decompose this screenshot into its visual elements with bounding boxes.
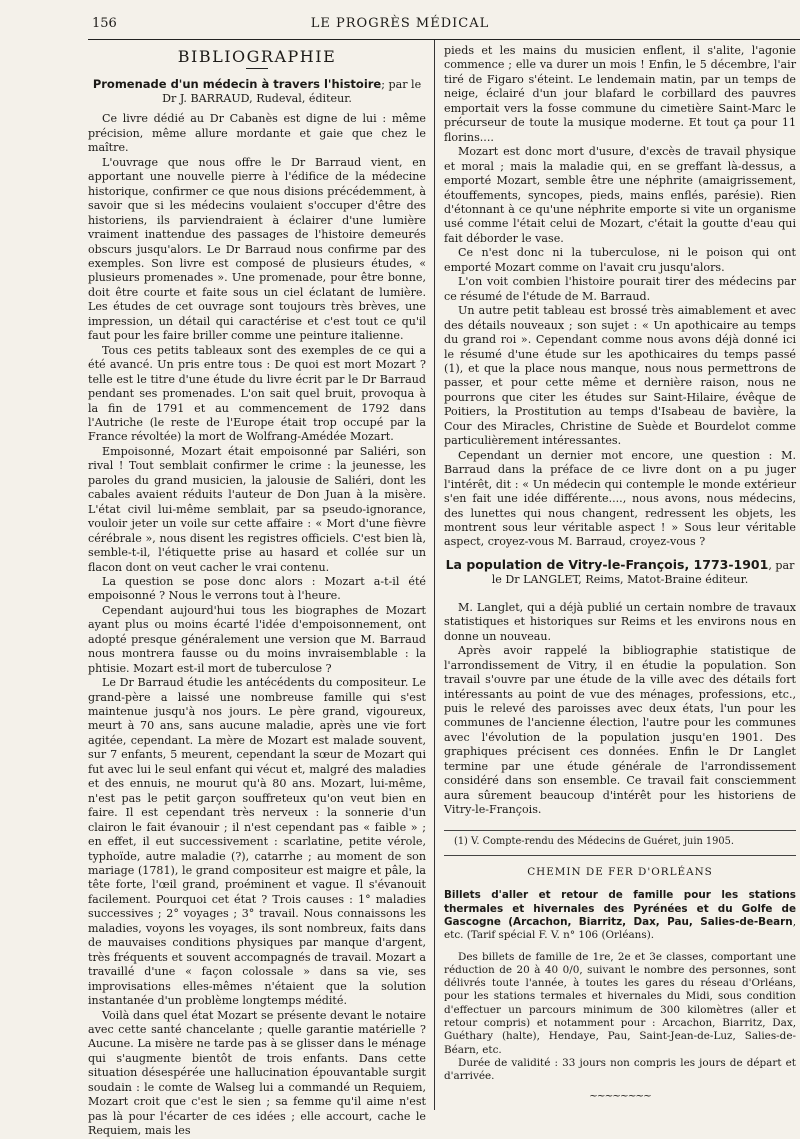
- footnote: (1) V. Compte-rendu des Médecins de Guéret, juin 1905.: [454, 835, 734, 847]
- page-header: [0, 6, 800, 34]
- paragraph: Durée de validité : 33 jours non compris les jours de départ et d'arrivée.: [444, 1056, 796, 1083]
- review-title: Promenade d'un médecin à travers l'histoire: [92, 77, 382, 92]
- paragraph: M. Langlet, qui a déjà publié un certain nombre de travaux statistiques et historiques sur Reims et les environs nous en donne un nouveau.: [444, 600, 796, 643]
- review-byline: , par le Dr LANGLET, Reims, Matot-Braine éditeur.: [491, 558, 795, 586]
- header-rule: [88, 39, 800, 40]
- end-flourish: ~~~~~~~~: [589, 1089, 651, 1102]
- paragraph: Empoisonné, Mozart était empoisonné par Saliéri, son rival ! Tout semblait confirmer le crime : la jeunesse, les paroles du grand musicien, la jalousie de Saliéri, dont les cabales avaient réduits l'auteur de Don Juan à la misère. L'état civil lui-même semblait, par sa pseudo-ignorance, vouloir jeter un voile sur cette affaire : « Mort d'une fièvre cérébrale », nous disent les registres officiels. C'est bien là, semble-t-il, l'étiquette prise au hasard et collée sur un flacon dont on veut cacher le vrai contenu.: [88, 444, 426, 574]
- paragraph: L'on voit combien l'histoire pourait tirer des médecins par ce résumé de l'étude de M. Barraud.: [444, 275, 796, 303]
- paragraph: pieds et les mains du musicien enflent, il s'alite, l'agonie commence ; elle va durer un mois ! Enfin, le 5 décembre, l'air tiré de Figaro s'éteint. Le lendemain matin, par un temps de neige, éclairé d'un jour blafard le corbillard des pauvres emportait vers la fosse commune du cimetière Saint-Marc le précurseur de toute la musique moderne. Et tout ça pour 11 florins....: [444, 44, 796, 144]
- notice-heading: [444, 889, 796, 942]
- notice-heading-tail: , etc. (Tarif spécial F. V. n° 106 (Orléans).: [444, 916, 796, 942]
- section-title: BIBLIOGRAPHIE: [177, 47, 337, 66]
- paragraph: Ce livre dédié au Dr Cabanès est digne de lui : même précision, même allure mordante et gaie que chez le maître.: [88, 112, 426, 155]
- paragraph: La question se pose donc alors : Mozart a-t-il été empoisonné ? Nous le verrons tout à l'heure.: [88, 574, 426, 603]
- paragraph: Voilà dans quel état Mozart se présente devant le notaire avec cette santé chancelante ; quelle garantie matérielle ? Aucune. La misère ne tarde pas à se glisser dans le ménage qui s'augmente bientôt de trois enfants. Dans cette situation désespérée une hallucination épouvantable surgit soudain : le comte de Walseg lui a commandé un Requiem, Mozart croit que c'est le sien ; sa femme qu'il aime n'est pas là pour l'écarter de ces idées ; elle accourt, cache le Requiem, mais les: [88, 1008, 426, 1138]
- review-title: La population de Vitry-le-François, 1773-1901: [445, 556, 769, 572]
- review-heading: [444, 558, 796, 587]
- right-column: [444, 44, 796, 1103]
- column-divider: [434, 40, 435, 1110]
- title-rule: [246, 68, 268, 69]
- review-heading: [88, 77, 426, 106]
- notice-title: CHEMIN DE FER D'ORLÉANS: [527, 866, 713, 879]
- footnote-rule: [444, 830, 796, 831]
- paragraph: L'ouvrage que nous offre le Dr Barraud vient, en apportant une nouvelle pierre à l'édifice de la médecine historique, confirmer ce que nous disions précédemment, à savoir que si les médecins voulaient s'occuper d'être des historiens, ils parviendraient à éclairer d'une lumière vraiment inattendue des passages de l'histoire demeurés obscurs jusqu'alors. Le Dr Barraud nous confirme par des exemples. Son livre est composé de plusieurs études, « plusieurs promenades ». Une promenade, pour être bonne, doit être courte et faite sous un ciel éclatant de lumière. Les études de cet ouvrage sont toujours très brèves, une impression, un détail qui caractérise et c'est tout ce qu'il faut pour les faire briller comme une peinture italienne.: [88, 155, 426, 343]
- running-title: LE PROGRÈS MÉDICAL: [310, 16, 490, 31]
- railway-notice: [444, 866, 796, 1103]
- notice-rule: [444, 855, 796, 856]
- paragraph: Le Dr Barraud étudie les antécédents du compositeur. Le grand-père a laissé une nombreuse famille qui s'est maintenue jusqu'à nos jours. Le père grand, vigoureux, meurt à 70 ans, sans aucune maladie, après une vie fort agitée, cependant. La mère de Mozart est malade souvent, sur 7 enfants, 5 meurent, cependant la sœur de Mozart qui fut avec lui le seul enfant qui vécut et, malgré des maladies et des ennuis, ne mourut qu'à 80 ans. Mozart, lui-même, n'est pas le petit garçon souffreteux qu'on veut bien en faire. Il est cependant très nerveux : la sonnerie d'un clairon le fait évanouir ; il n'est cependant pas « faible » ; en effet, il eut successivement : scarlatine, petite vérole, typhoïde, autre maladie (?), catarrhe ; au moment de son mariage (1781), le grand compositeur est maigre et pâle, la tête forte, l'œil grand, proéminent et vague. Il s'évanouit facilement. Pourquoi cet état ? Trois causes : 1° maladies successives ; 2° voyages ; 3° travail. Nous connaissons les maladies, voyons les voyages, ils sont nombreux, faits dans de mauvaises conditions physiques par manque d'argent, très fréquents et souvent accompagnés de travail. Mozart a travaillé d'une « façon colossale » dans sa vie, ses improvisations elles-mêmes n'étaient que la solution instantanée d'un problème longtemps médité.: [88, 676, 426, 1008]
- paragraph: Tous ces petits tableaux sont des exemples de ce qui a été avancé. Un pris entre tous : De quoi est mort Mozart ? telle est le titre d'une étude du livre écrit par le Dr Barraud pendant ses promenades. L'on sait quel bruit, provoqua à la fin de 1791 et au commencement de 1792 dans l'Autriche (le reste de l'Europe était trop occupé par la France révoltée) la mort de Wolfrang-Amédée Mozart.: [88, 343, 426, 444]
- notice-heading-bold: Billets d'aller et retour de famille pour les stations thermales et hivernales des Pyrénées et du Golfe de Gascogne (Arcachon, Biarritz, Dax, Pau, Salies-de-Bearn: [444, 889, 796, 928]
- page-number: 156: [92, 16, 117, 31]
- paragraph: Des billets de famille de 1re, 2e et 3e classes, comportant une réduction de 20 à 40 0/0, suivant le nombre des personnes, sont délivrés toute l'année, à toutes les gares du réseau d'Orléans, pour les stations termales et hivernales du Midi, sous condition d'effectuer un parcours minimum de 300 kilomètres (aller et retour compris) et notamment pour : Arcachon, Biarritz, Dax, Guéthary (halte), Hendaye, Pau, Saint-Jean-de-Luz, Salies-de-Béarn, etc.: [444, 950, 796, 1056]
- paragraph: Après avoir rappelé la bibliographie statistique de l'arrondissement de Vitry, il en étudie la population. Son travail s'ouvre par une étude de la ville avec des détails fort intéressants au point de vue des ménages, professions, etc., puis le relevé des paroisses avec deux états, l'un pour les communes de l'ancienne élection, l'autre pour les communes avec l'évolution de la population jusqu'en 1901. Des graphiques précisent ces données. Enfin le Dr Langlet termine par une étude générale de l'arrondissement considéré dans son ensemble. Ce travail fait consciemment aura sûrement beaucoup d'intérêt pour les historiens de Vitry-le-François.: [444, 644, 796, 817]
- paragraph: Mozart est donc mort d'usure, d'excès de travail physique et moral ; mais la maladie qui, en se greffant là-dessus, a emporté Mozart, semble être une néphrite (amaigrissement, étouffements, syncopes, pieds, mains enflés, parésie). Rien d'étonnant à ce qu'une néphrite emporte si vite un organisme usé comme l'était celui de Mozart, c'était la goutte d'eau qui fait déborder le vase.: [444, 145, 796, 245]
- paragraph: Cependant aujourd'hui tous les biographes de Mozart ayant plus ou moins écarté l'idée d'empoisonnement, ont adopté presque généralement une version que M. Barraud nous montrera fausse ou du moins invraisemblable : la phtisie. Mozart est-il mort de tuberculose ?: [88, 603, 426, 675]
- paragraph: Un autre petit tableau est brossé très aimablement et avec des détails nouveaux ; son sujet : « Un apothicaire au temps du grand roi ». Cependant comme nous avons déjà donné ici le résumé d'une étude sur les apothicaires du temps passé (1), et que la place nous manque, nous nous permettrons de passer, et pour cette même et dernière raison, nous ne pourrons que citer les études sur Saint-Hilaire, évêque de Poitiers, la Prostitution au temps d'Isabeau de bavière, la Cour des Miracles, Christine de Suède et Bourdelot comme particulièrement intéressantes.: [444, 304, 796, 448]
- paragraph: Ce n'est donc ni la tuberculose, ni le poison qui ont emporté Mozart comme on l'avait cru jusqu'alors.: [444, 246, 796, 274]
- left-column: [88, 44, 426, 1139]
- review-byline: ; par le Dr J. BARRAUD, Rudeval, éditeur.: [162, 78, 422, 106]
- paragraph: Cependant un dernier mot encore, une question : M. Barraud dans la préface de ce livre dont on a pu juger l'intérêt, dit : « Un médecin qui contemple le monde extérieur s'en fait une idée différente...., nous avons, nous médecins, des lunettes qui nous changent, redressent les objets, les montrent sous leur véritable aspect ! » Sous leur véritable aspect, croyez-vous M. Barraud, croyez-vous ?: [444, 448, 796, 549]
